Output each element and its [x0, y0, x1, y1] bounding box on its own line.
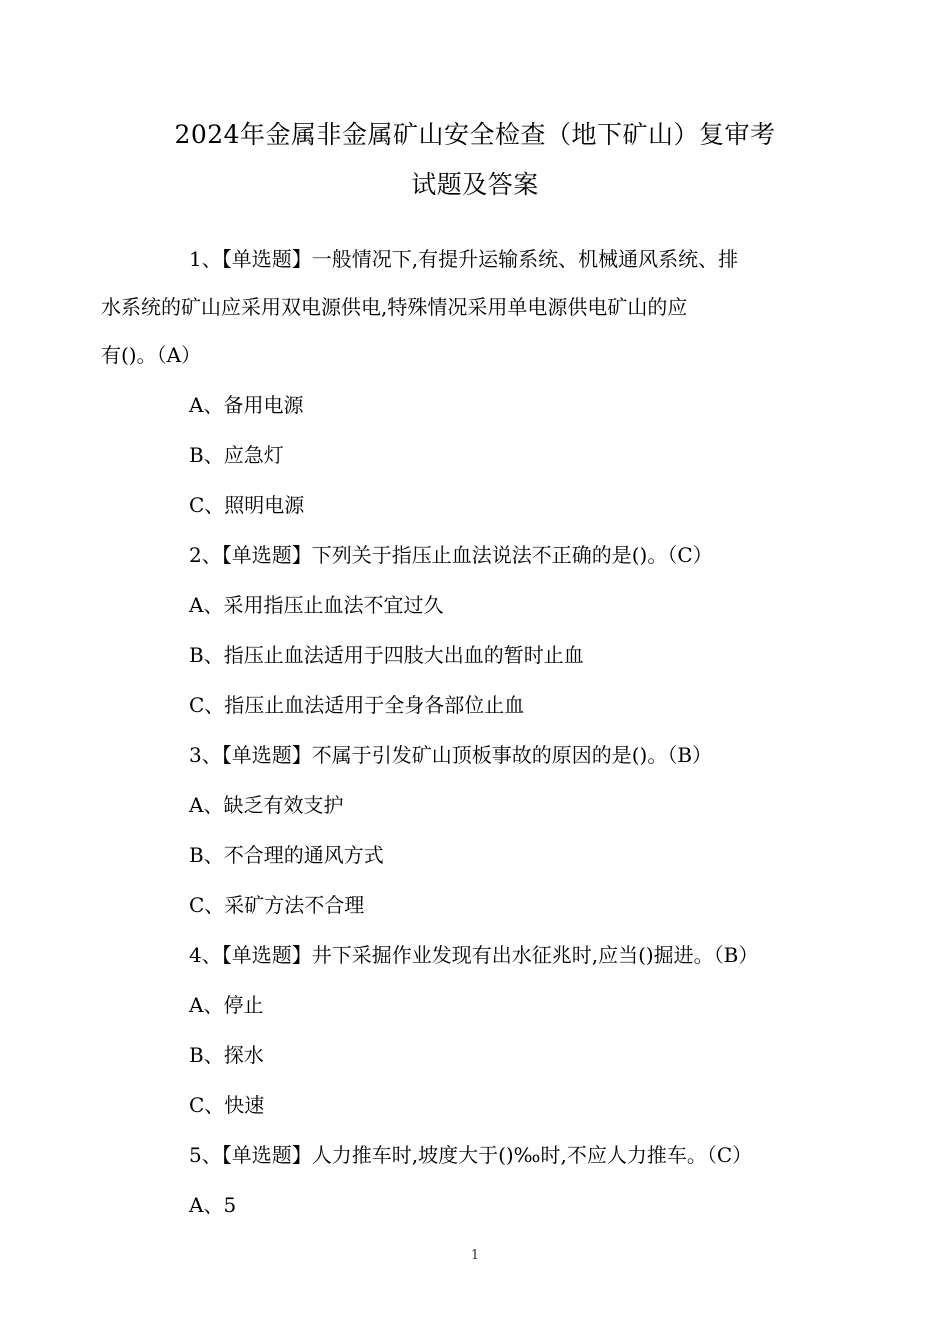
document-title	[120, 110, 830, 210]
question-1-option-b: B、应急灯	[189, 443, 284, 467]
title-line-1: 2024年金属非金属矿山安全检查（地下矿山）复审考	[174, 120, 776, 149]
question-1-line-1: 1、【单选题】一般情况下,有提升运输系统、机械通风系统、排	[189, 247, 739, 271]
question-3-option-c: C、采矿方法不合理	[189, 893, 365, 917]
question-4-option-b: B、探水	[189, 1043, 264, 1067]
question-1-line-3: 有()。（A）	[101, 343, 202, 367]
question-2-option-c: C、指压止血法适用于全身各部位止血	[189, 693, 525, 717]
question-1-option-c: C、照明电源	[189, 493, 305, 517]
page-number: 1	[470, 1248, 480, 1263]
question-2: 2、【单选题】下列关于指压止血法说法不正确的是()。（C）	[189, 543, 713, 567]
question-2-option-a: A、采用指压止血法不宜过久	[189, 593, 444, 617]
question-5-option-a: A、5	[189, 1193, 237, 1217]
question-4-option-c: C、快速	[189, 1093, 265, 1117]
question-1-line-2: 水系统的矿山应采用双电源供电,特殊情况采用单电源供电矿山的应	[101, 295, 688, 319]
question-4-option-a: A、停止	[189, 993, 264, 1017]
question-1	[101, 235, 815, 379]
question-4: 4、【单选题】井下采掘作业发现有出水征兆时,应当()掘进。（B）	[189, 943, 759, 967]
question-3-option-b: B、不合理的通风方式	[189, 843, 384, 867]
question-3-option-a: A、缺乏有效支护	[189, 793, 344, 817]
question-3: 3、【单选题】不属于引发矿山顶板事故的原因的是()。（B）	[189, 743, 713, 767]
question-1-option-a: A、备用电源	[189, 393, 304, 417]
question-5: 5、【单选题】人力推车时,坡度大于()‰时,不应人力推车。（C）	[189, 1143, 753, 1167]
questions-list	[101, 235, 815, 1231]
title-line-2: 试题及答案	[411, 170, 539, 199]
question-2-option-b: B、指压止血法适用于四肢大出血的暂时止血	[189, 643, 584, 667]
